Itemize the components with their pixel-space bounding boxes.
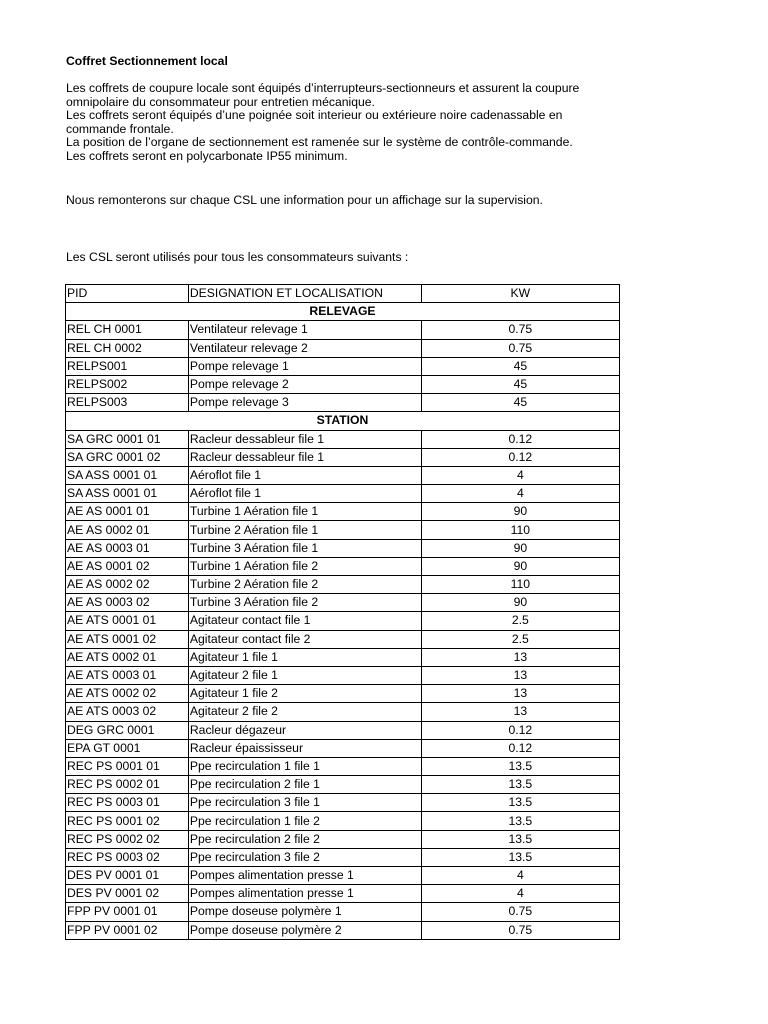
cell-designation: Aéroflot file 1	[188, 466, 421, 484]
table-row	[66, 375, 620, 393]
header-designation: DESIGNATION ET LOCALISATION	[188, 285, 421, 303]
paragraph-line: Les coffrets seront équipés d’une poignée soit interieur ou extérieure noire cadenassable en	[66, 108, 563, 123]
table-row	[66, 448, 620, 466]
cell-kw: 13.5	[421, 757, 619, 775]
cell-pid: RELPS002	[66, 375, 189, 393]
cell-designation: Racleur dessableur file 1	[188, 430, 421, 448]
cell-designation: Agitateur 1 file 2	[188, 685, 421, 703]
cell-designation: Ppe recirculation 3 file 1	[188, 794, 421, 812]
table-row	[66, 466, 620, 484]
cell-kw: 110	[421, 521, 619, 539]
document-body	[66, 55, 626, 277]
table-row	[66, 630, 620, 648]
cell-kw: 13	[421, 666, 619, 684]
paragraph-line: Les coffrets seront en polycarbonate IP55 minimum.	[66, 148, 348, 163]
table-row	[66, 739, 620, 757]
cell-pid: DES PV 0001 02	[66, 885, 189, 903]
cell-designation: Racleur épaississeur	[188, 739, 421, 757]
table-row	[66, 539, 620, 557]
cell-pid: AE AS 0003 01	[66, 539, 189, 557]
cell-kw: 45	[421, 357, 619, 375]
paragraph-line: La position de l’organe de sectionnement est ramenée sur le système de contrôle-commande.	[66, 135, 573, 150]
table-row	[66, 757, 620, 775]
table-row	[66, 521, 620, 539]
paragraph-line: Les coffrets de coupure locale sont équipés d’interrupteurs-sectionneurs et assurent la coupure	[66, 81, 580, 95]
table-row	[66, 594, 620, 612]
cell-designation: Ppe recirculation 3 file 2	[188, 848, 421, 866]
cell-pid: SA GRC 0001 01	[66, 430, 189, 448]
cell-kw: 13.5	[421, 848, 619, 866]
table-row	[66, 794, 620, 812]
cell-kw: 4	[421, 466, 619, 484]
cell-designation: Turbine 1 Aération file 2	[188, 557, 421, 575]
cell-designation: Pompes alimentation presse 1	[188, 867, 421, 885]
cell-kw: 0.75	[421, 903, 619, 921]
cell-designation: Pompe relevage 3	[188, 394, 421, 412]
cell-pid: AE AS 0002 02	[66, 576, 189, 594]
table-row	[66, 685, 620, 703]
cell-pid: AE ATS 0001 01	[66, 612, 189, 630]
table-row	[66, 776, 620, 794]
cell-pid: EPA GT 0001	[66, 739, 189, 757]
table-row	[66, 812, 620, 830]
table-row	[66, 576, 620, 594]
cell-kw: 45	[421, 375, 619, 393]
cell-pid: AE ATS 0002 02	[66, 685, 189, 703]
cell-kw: 13.5	[421, 830, 619, 848]
cell-pid: AE AS 0001 02	[66, 557, 189, 575]
cell-designation: Agitateur 2 file 2	[188, 703, 421, 721]
cell-pid: AE AS 0003 02	[66, 594, 189, 612]
header-pid: PID	[66, 285, 189, 303]
section-heading: STATION	[66, 412, 620, 430]
cell-designation: Turbine 3 Aération file 2	[188, 594, 421, 612]
table-row	[66, 703, 620, 721]
cell-designation: Ventilateur relevage 2	[188, 339, 421, 357]
cell-kw: 45	[421, 394, 619, 412]
cell-pid: AE ATS 0003 02	[66, 703, 189, 721]
cell-designation: Racleur dessableur file 1	[188, 448, 421, 466]
cell-designation: Agitateur 1 file 1	[188, 648, 421, 666]
cell-pid: RELPS001	[66, 357, 189, 375]
cell-kw: 4	[421, 867, 619, 885]
cell-designation: Ppe recirculation 2 file 2	[188, 830, 421, 848]
cell-kw: 0.12	[421, 430, 619, 448]
document-title: Coffret Sectionnement local	[66, 54, 228, 68]
table-row	[66, 921, 620, 939]
section-row	[66, 303, 620, 321]
cell-designation: Turbine 2 Aération file 2	[188, 576, 421, 594]
cell-pid: REL CH 0002	[66, 339, 189, 357]
cell-kw: 0.75	[421, 321, 619, 339]
cell-kw: 4	[421, 485, 619, 503]
paragraph-line: commande frontale.	[66, 121, 174, 136]
paragraph-line: omnipolaire du consommateur pour entretien mécanique.	[66, 94, 375, 109]
cell-kw: 0.12	[421, 721, 619, 739]
table-row	[66, 557, 620, 575]
cell-kw: 13.5	[421, 812, 619, 830]
table-row	[66, 321, 620, 339]
supervision-paragraph: Nous remonterons sur chaque CSL une information pour un affichage sur la supervision.	[66, 192, 543, 207]
cell-designation: Pompe doseuse polymère 1	[188, 903, 421, 921]
cell-kw: 2.5	[421, 612, 619, 630]
cell-kw: 0.75	[421, 921, 619, 939]
table-intro: Les CSL seront utilisés pour tous les consommateurs suivants :	[66, 250, 409, 265]
section-row	[66, 412, 620, 430]
cell-kw: 4	[421, 885, 619, 903]
cell-kw: 90	[421, 557, 619, 575]
table-row	[66, 648, 620, 666]
cell-kw: 0.75	[421, 339, 619, 357]
cell-kw: 90	[421, 503, 619, 521]
cell-pid: AE ATS 0001 02	[66, 630, 189, 648]
table-row	[66, 721, 620, 739]
header-kw: KW	[421, 285, 619, 303]
cell-designation: Ventilateur relevage 1	[188, 321, 421, 339]
cell-designation: Turbine 1 Aération file 1	[188, 503, 421, 521]
cell-pid: SA GRC 0001 02	[66, 448, 189, 466]
cell-pid: FPP PV 0001 02	[66, 921, 189, 939]
consumers-table	[65, 284, 620, 940]
cell-designation: Pompes alimentation presse 1	[188, 885, 421, 903]
cell-kw: 13	[421, 703, 619, 721]
table-row	[66, 357, 620, 375]
cell-designation: Racleur dégazeur	[188, 721, 421, 739]
cell-kw: 90	[421, 594, 619, 612]
cell-designation: Pompe relevage 1	[188, 357, 421, 375]
cell-pid: AE AS 0002 01	[66, 521, 189, 539]
cell-kw: 13	[421, 648, 619, 666]
cell-pid: REC PS 0001 02	[66, 812, 189, 830]
cell-kw: 0.12	[421, 739, 619, 757]
table-row	[66, 903, 620, 921]
table-row	[66, 485, 620, 503]
cell-pid: RELPS003	[66, 394, 189, 412]
cell-kw: 13.5	[421, 776, 619, 794]
cell-designation: Ppe recirculation 1 file 1	[188, 757, 421, 775]
cell-pid: AE AS 0001 01	[66, 503, 189, 521]
description-paragraph	[66, 82, 626, 164]
cell-pid: REC PS 0001 01	[66, 757, 189, 775]
cell-pid: REC PS 0003 01	[66, 794, 189, 812]
cell-pid: REC PS 0002 01	[66, 776, 189, 794]
cell-designation: Pompe relevage 2	[188, 375, 421, 393]
table-row	[66, 339, 620, 357]
cell-designation: Ppe recirculation 2 file 1	[188, 776, 421, 794]
table-row	[66, 867, 620, 885]
cell-pid: SA ASS 0001 01	[66, 485, 189, 503]
table-row	[66, 430, 620, 448]
cell-pid: REC PS 0002 02	[66, 830, 189, 848]
cell-pid: AE ATS 0003 01	[66, 666, 189, 684]
cell-designation: Aéroflot file 1	[188, 485, 421, 503]
cell-designation: Pompe doseuse polymère 2	[188, 921, 421, 939]
table-row	[66, 612, 620, 630]
cell-pid: AE ATS 0002 01	[66, 648, 189, 666]
cell-designation: Turbine 3 Aération file 1	[188, 539, 421, 557]
cell-designation: Ppe recirculation 1 file 2	[188, 812, 421, 830]
table-row	[66, 885, 620, 903]
table-row	[66, 394, 620, 412]
cell-designation: Agitateur contact file 1	[188, 612, 421, 630]
cell-pid: DES PV 0001 01	[66, 867, 189, 885]
cell-pid: SA ASS 0001 01	[66, 466, 189, 484]
cell-pid: REC PS 0003 02	[66, 848, 189, 866]
cell-pid: DEG GRC 0001	[66, 721, 189, 739]
table-header-row	[66, 285, 620, 303]
cell-kw: 0.12	[421, 448, 619, 466]
table-body	[66, 303, 620, 940]
table-row	[66, 503, 620, 521]
cell-designation: Agitateur 2 file 1	[188, 666, 421, 684]
cell-designation: Agitateur contact file 2	[188, 630, 421, 648]
cell-kw: 2.5	[421, 630, 619, 648]
table-row	[66, 848, 620, 866]
cell-kw: 90	[421, 539, 619, 557]
table-row	[66, 666, 620, 684]
cell-kw: 13	[421, 685, 619, 703]
section-heading: RELEVAGE	[66, 303, 620, 321]
cell-pid: FPP PV 0001 01	[66, 903, 189, 921]
cell-kw: 13.5	[421, 794, 619, 812]
cell-designation: Turbine 2 Aération file 1	[188, 521, 421, 539]
cell-kw: 110	[421, 576, 619, 594]
cell-pid: REL CH 0001	[66, 321, 189, 339]
table-row	[66, 830, 620, 848]
